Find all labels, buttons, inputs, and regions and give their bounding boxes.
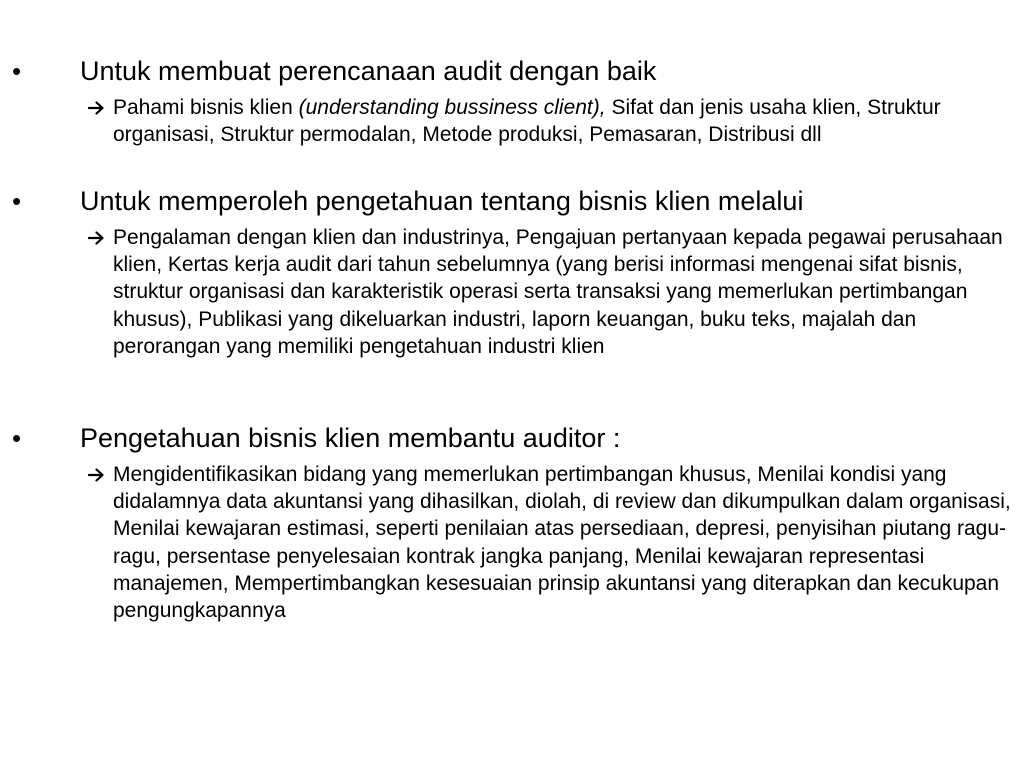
bullet-heading-row — [0, 421, 1024, 455]
bullet-item-knowledge-sources — [0, 184, 1024, 218]
detail-text-emphasis: (understanding bussiness client), — [298, 96, 606, 119]
arrow-right-icon — [88, 461, 113, 488]
bullet-heading-row — [0, 184, 1024, 218]
detail-text-start: Pahami bisnis klien — [113, 96, 299, 119]
bullet-heading: Untuk membuat perencanaan audit dengan baik — [80, 56, 657, 86]
detail-text-end: Sifat dan jenis usaha klien, Struktur organisasi, Struktur permodalan, Metode produksi, Pemasaran, Distribusi dll — [113, 96, 941, 147]
bullet-marker: • — [12, 186, 22, 216]
bullet-item-planning — [0, 54, 1024, 88]
bullet-heading-row — [0, 54, 1024, 88]
bullet-marker: • — [12, 423, 22, 453]
bullet-heading: Untuk memperoleh pengetahuan tentang bisnis klien melalui — [80, 186, 804, 216]
bullet-detail — [88, 461, 1018, 624]
bullet-detail — [88, 224, 1018, 360]
bullet-detail — [88, 94, 1018, 148]
arrow-right-icon — [88, 224, 113, 251]
arrow-right-icon — [88, 94, 113, 121]
bullet-heading: Pengetahuan bisnis klien membantu auditor : — [80, 423, 621, 453]
bullet-item-auditor-benefits — [0, 421, 1024, 455]
detail-text: Pengalaman dengan klien dan industrinya, Pengajuan pertanyaan kepada pegawai perusahaan klien, Kertas kerja audit dari tahun sebelumnya (yang berisi informasi mengenai sifat bisnis, struktur organisasi dan karakteristik operasi serta transaksi yang memerlukan pertimbangan khusus), Publikasi yang dikeluarkan industri, laporn keuangan, buku teks, majalah dan perorangan yang memiliki pengetahuan industri klien — [113, 226, 1003, 358]
detail-text: Mengidentifikasikan bidang yang memerlukan pertimbangan khusus, Menilai kondisi yang didalamnya data akuntansi yang dihasilkan, diolah, di review dan dikumpulkan dalam organisasi, Menilai kewajaran estimasi, seperti penilaian atas persediaan, depresi, penyisihan piutang ragu-ragu, persentase penyelesaian kontrak jangka panjang, Menilai kewajaran representasi manajemen, Mempertimbangkan kesesuaian prinsip akuntansi yang diterapkan dan kecukupan pengungkapannya — [113, 463, 1011, 623]
bullet-marker: • — [12, 56, 22, 86]
